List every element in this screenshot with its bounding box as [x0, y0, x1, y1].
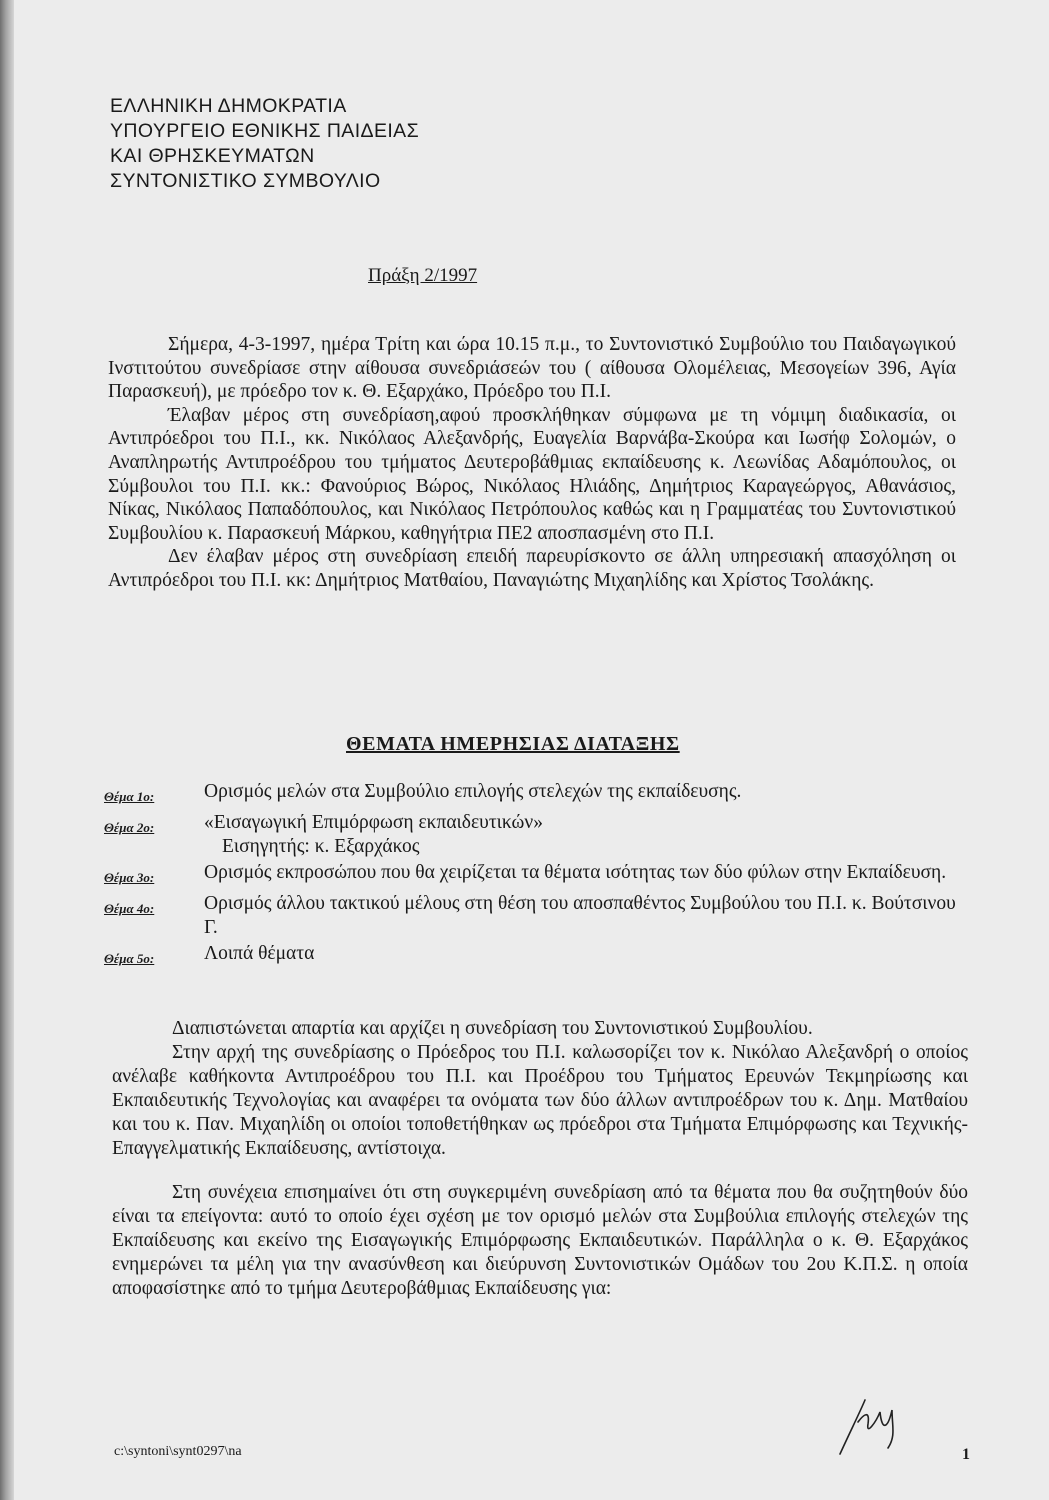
signature-mark [830, 1392, 920, 1462]
letterhead-line: ΥΠΟΥΡΓΕΙΟ ΕΘΝΙΚΗΣ ΠΑΙΔΕΙΑΣ [110, 120, 420, 142]
agenda-item-text: Λοιπά θέματα [204, 943, 315, 964]
agenda-item [104, 861, 964, 890]
letterhead-line: ΣΥΝΤΟΝΙΣΤΙΚΟ ΣΥΜΒΟΥΛΙΟ [110, 170, 381, 192]
letterhead [110, 94, 419, 194]
minutes-proceedings [112, 1017, 968, 1301]
file-path-footer: c:\syntoni\synt0297\na [114, 1444, 242, 1459]
agenda-item-label: Θέμα 1ο: [104, 789, 155, 804]
minutes-body [108, 333, 956, 593]
agenda-item [104, 942, 964, 971]
agenda-item-main: «Εισαγωγική Επιμόρφωση εκπαιδευτικών» [204, 812, 543, 833]
scan-edge-shadow [0, 0, 14, 1500]
page-number: 1 [962, 1446, 970, 1463]
paragraph-quorum: Διαπιστώνεται απαρτία και αρχίζει η συνεδρίαση του Συντονιστικού Συμβουλίου. [172, 1018, 813, 1039]
agenda-heading: ΘΕΜΑΤΑ ΗΜΕΡΗΣΙΑΣ ΔΙΑΤΑΞΗΣ [346, 733, 680, 755]
letterhead-line: ΕΛΛΗΝΙΚΗ ΔΗΜΟΚΡΑΤΙΑ [110, 95, 347, 117]
paragraph-absentees: Δεν έλαβαν μέρος στη συνεδρίαση επειδή παρευρίσκοντο σε άλλη υπηρεσιακή απασχόληση οι Αντιπρόεδροι του Π.Ι. κκ: Δημήτριος Ματθαίου, Παναγιώτης Μιχαηλίδης και Χρίστος Τσολάκης. [108, 546, 956, 591]
paragraph-attendees: Έλαβαν μέρος στη συνεδρίαση,αφού προσκλήθηκαν σύμφωνα με τη νόμιμη διαδικασία, οι Αντιπρόεδροι του Π.Ι., κκ. Νικόλαος Αλεξανδρής, Ευαγελία Βαρνάβα-Σκούρα και Ιωσήφ Σολομών, ο Αναπληρωτής Αντιπροέδρου του τμήματος Δευτεροβάθμιας εκπαίδευσης κ. Λεωνίδας Αδαμόπουλος, οι Σύμβουλοι του Π.Ι. κκ.: Φανούριος Βώρος, Νικόλαος Ηλιάδης, Δημήτριος Καραγεώργος, Αθανάσιος, Νίκας, Νικόλαος Παπαδόπουλος, και Νικόλαος Πετρόπουλος καθώς και η Γραμματέας του Συντονιστικού Συμβουλίου κ. Παρασκευή Μάρκου, καθηγήτρια ΠΕ2 αποσπασμένη στο Π.Ι. [108, 404, 956, 544]
agenda-item-label: Θέμα 4ο: [104, 901, 155, 916]
agenda-item-text: Ορισμός άλλου τακτικού μέλους στη θέση του αποσπαθέντος Συμβούλου του Π.Ι. κ. Βούτσινου Γ. [204, 893, 956, 938]
agenda-item [104, 780, 964, 809]
agenda-item-presenter: Εισηγητής: κ. Εξαρχάκος [222, 836, 420, 857]
document-title: Πράξη 2/1997 [368, 265, 478, 286]
agenda-item-label: Θέμα 3ο: [104, 870, 155, 885]
agenda-item [104, 892, 964, 940]
agenda-item-text: Ορισμός μελών στα Συμβούλιο επιλογής στελεχών της εκπαίδευσης. [204, 781, 742, 802]
agenda-list [104, 780, 964, 973]
agenda-item-text [204, 811, 964, 859]
agenda-item-label: Θέμα 2ο: [104, 820, 155, 835]
paragraph-urgent-topics: Στη συνέχεια επισημαίνει ότι στη συγκεριμένη συνεδρίαση από τα θέματα που θα συζητηθούν δύο είναι τα επείγοντα: αυτό το οποίο έχει σχέση με τον ορισμό μελών στα Συμβούλια επιλογής στελεχών της Εκπαίδευσης και εκείνο της Εισαγωγικής Επιμόρφωσης Εκπαιδευτικών. Παράλληλα ο κ. Θ. Εξαρχάκος ενημερώνει τα μέλη για την ανασύνθεση και διεύρυνση Συντονιστικών Ομάδων του 2ου Κ.Π.Σ. η οποία αποφασίστηκε από το τμήμα Δευτεροβάθμιας Εκπαίδευσης για: [112, 1182, 968, 1299]
paragraph-opening: Σήμερα, 4-3-1997, ημέρα Τρίτη και ώρα 10.15 π.μ., το Συντονιστικό Συμβούλιο του Παιδαγωγικού Ινστιτούτου συνεδρίασε στην αίθουσα συνεδριάσεών του ( αίθουσα Ολομέλειας, Μεσογείων 396, Αγία Παρασκευή), με πρόεδρο τον κ. Θ. Εξαρχάκο, Πρόεδρο του Π.Ι. [108, 334, 956, 403]
agenda-item-text: Ορισμός εκπροσώπου που θα χειρίζεται τα θέματα ισότητας των δύο φύλων στην Εκπαίδευση. [204, 862, 947, 883]
paragraph-welcome: Στην αρχή της συνεδρίασης ο Πρόεδρος του Π.Ι. καλωσορίζει τον κ. Νικόλαο Αλεξανδρή ο οποίος ανέλαβε καθήκοντα Αντιπροέδρου του Π.Ι. και Προέδρου του Τμήματος Ερευνών Τεκμηρίωσης και Εκπαιδευτικής Τεχνολογίας και αναφέρει τα ονόματα των δύο άλλων αντιπροέδρων του κ. Δημ. Ματθαίου και του κ. Παν. Μιχαηλίδη οι οποίοι τοποθετήθηκαν ως πρόεδροι στα Τμήματα Επιμόρφωσης και Τεχνικής- Επαγγελματικής Εκπαίδευσης, αντίστοιχα. [112, 1042, 968, 1159]
agenda-item-label: Θέμα 5ο: [104, 951, 155, 966]
letterhead-line: ΚΑΙ ΘΡΗΣΚΕΥΜΑΤΩΝ [110, 145, 315, 167]
agenda-item [104, 811, 964, 859]
